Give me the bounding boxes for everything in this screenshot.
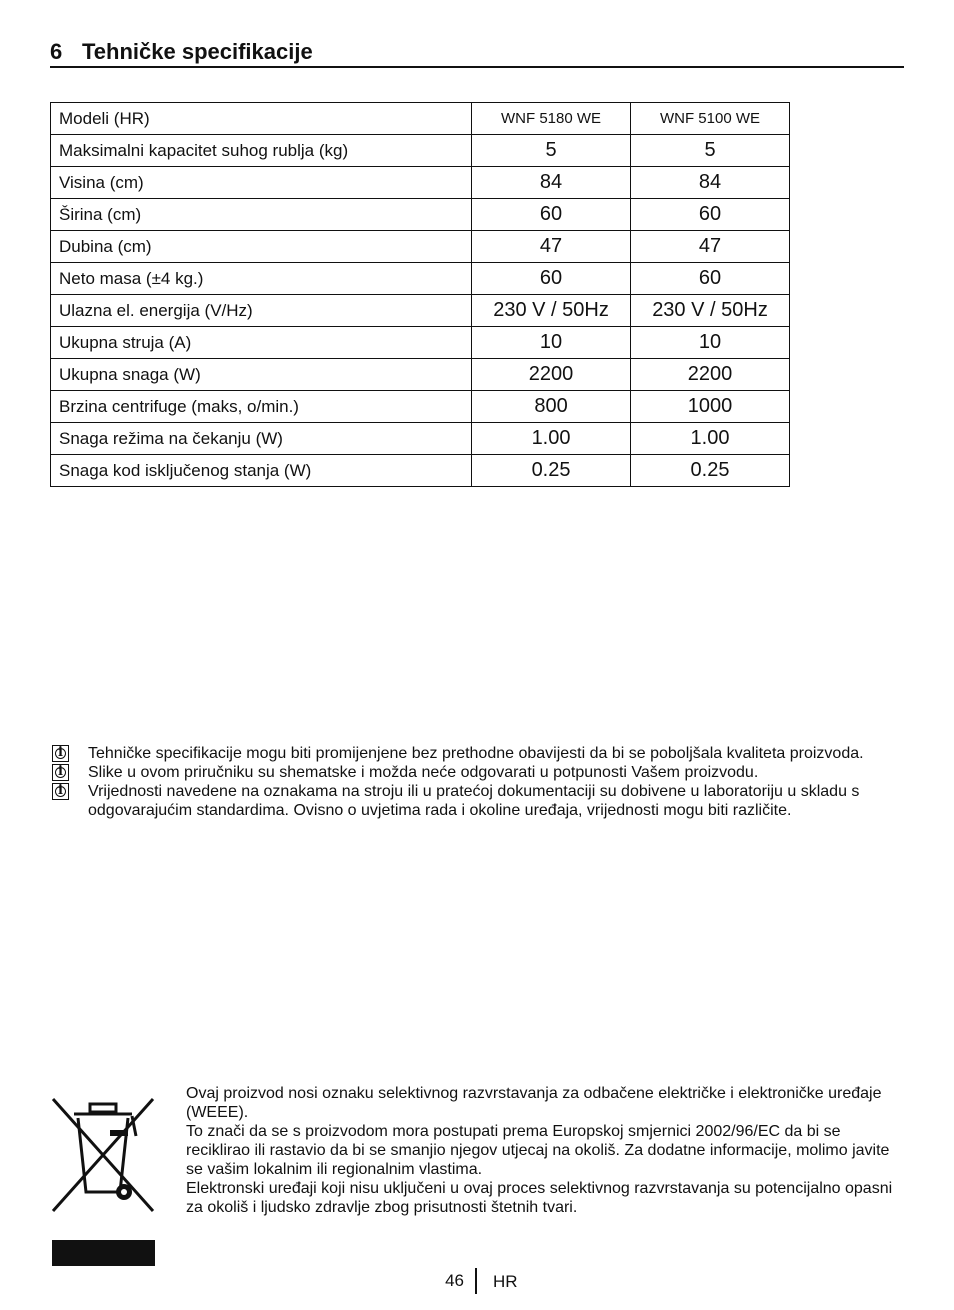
row-value: 2200 bbox=[472, 359, 631, 391]
row-label: Snaga režima na čekanju (W) bbox=[51, 423, 472, 455]
section-heading bbox=[50, 38, 904, 68]
row-value: 5 bbox=[472, 135, 631, 167]
footer-divider bbox=[475, 1268, 477, 1294]
info-icon: i bbox=[52, 745, 69, 762]
note-item bbox=[52, 763, 922, 782]
row-label: Maksimalni kapacitet suhog rublja (kg) bbox=[51, 135, 472, 167]
section-number: 6 bbox=[50, 39, 63, 64]
language-code: HR bbox=[493, 1272, 518, 1291]
weee-text: Ovaj proizvod nosi oznaku selektivnog razvrstavanja za odbačene električke i elektroničke uređaje (WEEE). To znači da se s proizvodom mora postupati prema Europskoj smjernici 2002/96/EC da bi se reciklirao ili rastavio da bi se smanjio njegov utjecaj na okoliš. Za dodatne informacije, molimo javite se vašim lokalnim ili regionalnim vlastima. Elektronski uređaji koji nisu uključeni u ovaj proces selektivnog razvrstavanja su potencijalno opasni za okoliš i ljudsko zdravlje zbog prisutnosti štetnih tvari. bbox=[186, 1085, 893, 1216]
row-value: 230 V / 50Hz bbox=[472, 295, 631, 327]
row-label: Neto masa (±4 kg.) bbox=[51, 263, 472, 295]
note-text: Tehničke specifikacije mogu biti promijenjene bez prethodne obavijesti da bi se poboljšala kvaliteta proizvoda. bbox=[88, 745, 864, 762]
table-row bbox=[51, 391, 790, 423]
table-row bbox=[51, 167, 790, 199]
table-row bbox=[51, 423, 790, 455]
note-item bbox=[52, 744, 922, 763]
table-row bbox=[51, 135, 790, 167]
note-item bbox=[52, 782, 922, 820]
header-label: Modeli (HR) bbox=[51, 103, 472, 135]
row-label: Visina (cm) bbox=[51, 167, 472, 199]
row-label: Ukupna struja (A) bbox=[51, 327, 472, 359]
row-value: 0.25 bbox=[631, 455, 790, 487]
table-row bbox=[51, 263, 790, 295]
row-value: 47 bbox=[472, 231, 631, 263]
header-model-2: WNF 5100 WE bbox=[631, 103, 790, 135]
table-row bbox=[51, 455, 790, 487]
header-model-1: WNF 5180 WE bbox=[472, 103, 631, 135]
row-value: 0.25 bbox=[472, 455, 631, 487]
row-value: 60 bbox=[472, 199, 631, 231]
separate-collection-bar bbox=[52, 1240, 155, 1266]
crossed-bin-icon bbox=[50, 1096, 156, 1214]
row-value: 5 bbox=[631, 135, 790, 167]
table-header-row bbox=[51, 103, 790, 135]
row-label: Širina (cm) bbox=[51, 199, 472, 231]
row-value: 60 bbox=[631, 263, 790, 295]
table-row bbox=[51, 327, 790, 359]
notes-list bbox=[52, 744, 922, 820]
table-row bbox=[51, 359, 790, 391]
table-row bbox=[51, 295, 790, 327]
row-value: 800 bbox=[472, 391, 631, 423]
spec-table bbox=[50, 102, 790, 487]
table-row bbox=[51, 231, 790, 263]
info-icon: i bbox=[52, 783, 69, 800]
row-label: Ulazna el. energija (V/Hz) bbox=[51, 295, 472, 327]
row-value: 10 bbox=[472, 327, 631, 359]
page-footer bbox=[0, 1268, 954, 1294]
row-label: Dubina (cm) bbox=[51, 231, 472, 263]
row-value: 60 bbox=[472, 263, 631, 295]
page-number: 46 bbox=[445, 1271, 464, 1290]
info-icon: i bbox=[52, 764, 69, 781]
row-value: 84 bbox=[631, 167, 790, 199]
table-row bbox=[51, 199, 790, 231]
note-text: Slike u ovom priručniku su shematske i možda neće odgovarati u potpunosti Vašem proizvodu. bbox=[88, 764, 759, 781]
row-value: 2200 bbox=[631, 359, 790, 391]
row-value: 1.00 bbox=[631, 423, 790, 455]
row-value: 1000 bbox=[631, 391, 790, 423]
row-value: 1.00 bbox=[472, 423, 631, 455]
section-title: Tehničke specifikacije bbox=[82, 39, 313, 64]
row-value: 10 bbox=[631, 327, 790, 359]
row-value: 230 V / 50Hz bbox=[631, 295, 790, 327]
row-label: Snaga kod isključenog stanja (W) bbox=[51, 455, 472, 487]
note-text: Vrijednosti navedene na oznakama na stroju ili u pratećoj dokumentaciji su dobivene u laboratoriju u skladu s odgovarajućim standardima. Ovisno o uvjetima rada i okoline uređaja, vrijednosti mogu biti različite. bbox=[88, 783, 860, 819]
row-value: 47 bbox=[631, 231, 790, 263]
row-label: Brzina centrifuge (maks, o/min.) bbox=[51, 391, 472, 423]
row-label: Ukupna snaga (W) bbox=[51, 359, 472, 391]
row-value: 84 bbox=[472, 167, 631, 199]
row-value: 60 bbox=[631, 199, 790, 231]
